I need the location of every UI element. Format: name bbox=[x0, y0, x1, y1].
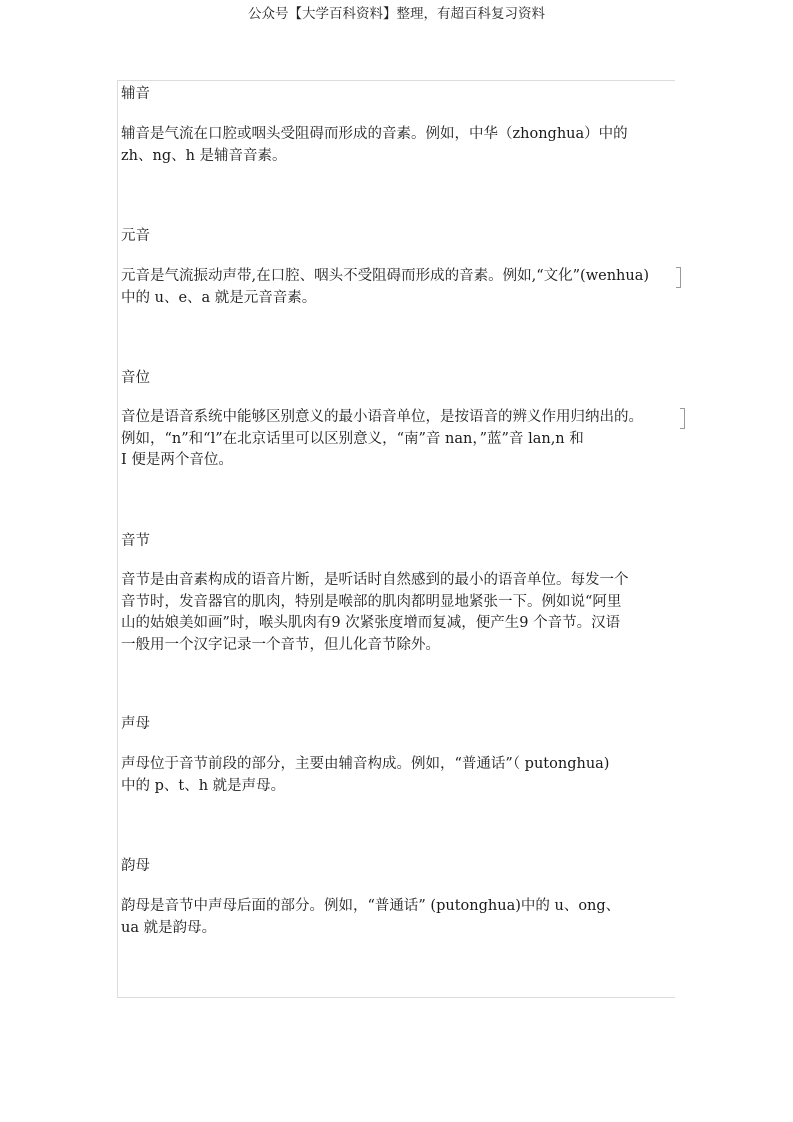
body-line: 山的姑娘美如画”时，喉头肌肉有9 次紧张度增而复减，便产生9 个音节。汉语 bbox=[121, 615, 621, 631]
content-box bbox=[117, 80, 675, 998]
body-line: 中的 u、e、a 就是元音音素。 bbox=[121, 289, 317, 306]
section-title-consonant: 辅音 bbox=[121, 86, 150, 102]
line-end-marker bbox=[680, 408, 685, 429]
line-end-marker bbox=[676, 267, 681, 288]
body-line: zh、ng、h 是辅音音素。 bbox=[121, 147, 287, 164]
section-title-initial: 声母 bbox=[121, 716, 150, 732]
section-body-final bbox=[121, 896, 681, 939]
body-line: ua 就是韵母。 bbox=[121, 919, 217, 936]
body-line: 元音是气流振动声带,在口腔、咽头不受阻碍而形成的音素。例如,“文化”(wenhua) bbox=[121, 268, 650, 284]
body-line: 声母位于音节前段的部分，主要由辅音构成。例如，“普通话”（ putonghua) bbox=[121, 756, 610, 772]
body-line: 音节是由音素构成的语音片断，是听话时自然感到的最小的语音单位。每发一个 bbox=[121, 572, 629, 588]
body-line: 辅音是气流在口腔或咽头受阻碍而形成的音素。例如，中华（zhonghua）中的 bbox=[121, 126, 628, 142]
body-line: I 便是两个音位。 bbox=[121, 452, 233, 468]
body-line: 一般用一个汉字记录一个音节，但儿化音节除外。 bbox=[121, 636, 440, 653]
body-line: 音节时，发音器官的肌肉，特别是喉部的肌肉都明显地紧张一下。例如说“阿里 bbox=[121, 593, 622, 610]
section-title-syllable: 音节 bbox=[121, 533, 150, 549]
section-title-final: 韵母 bbox=[121, 858, 150, 874]
body-line: 韵母是音节中声母后面的部分。例如，“普通话” (putonghua)中的 u、ong、 bbox=[121, 898, 621, 914]
page-header: 公众号【大学百科资料】整理，有超百科复习资料 bbox=[248, 6, 545, 22]
section-body-vowel bbox=[121, 266, 681, 309]
section-body-syllable bbox=[121, 570, 681, 656]
section-body-consonant bbox=[121, 124, 681, 167]
section-body-initial bbox=[121, 754, 681, 797]
body-line: 例如，“n”和“l”在北京话里可以区别意义，“南”音 nan，”蓝”音 lan,n 和 bbox=[121, 430, 584, 447]
section-title-phoneme: 音位 bbox=[121, 370, 150, 386]
section-title-vowel: 元音 bbox=[121, 228, 150, 244]
section-body-phoneme bbox=[121, 407, 681, 472]
body-line: 中的 p、t、h 就是声母。 bbox=[121, 777, 286, 794]
body-line: 音位是语音系统中能够区别意义的最小语音单位，是按语音的辨义作用归纳出的。 bbox=[121, 409, 643, 425]
